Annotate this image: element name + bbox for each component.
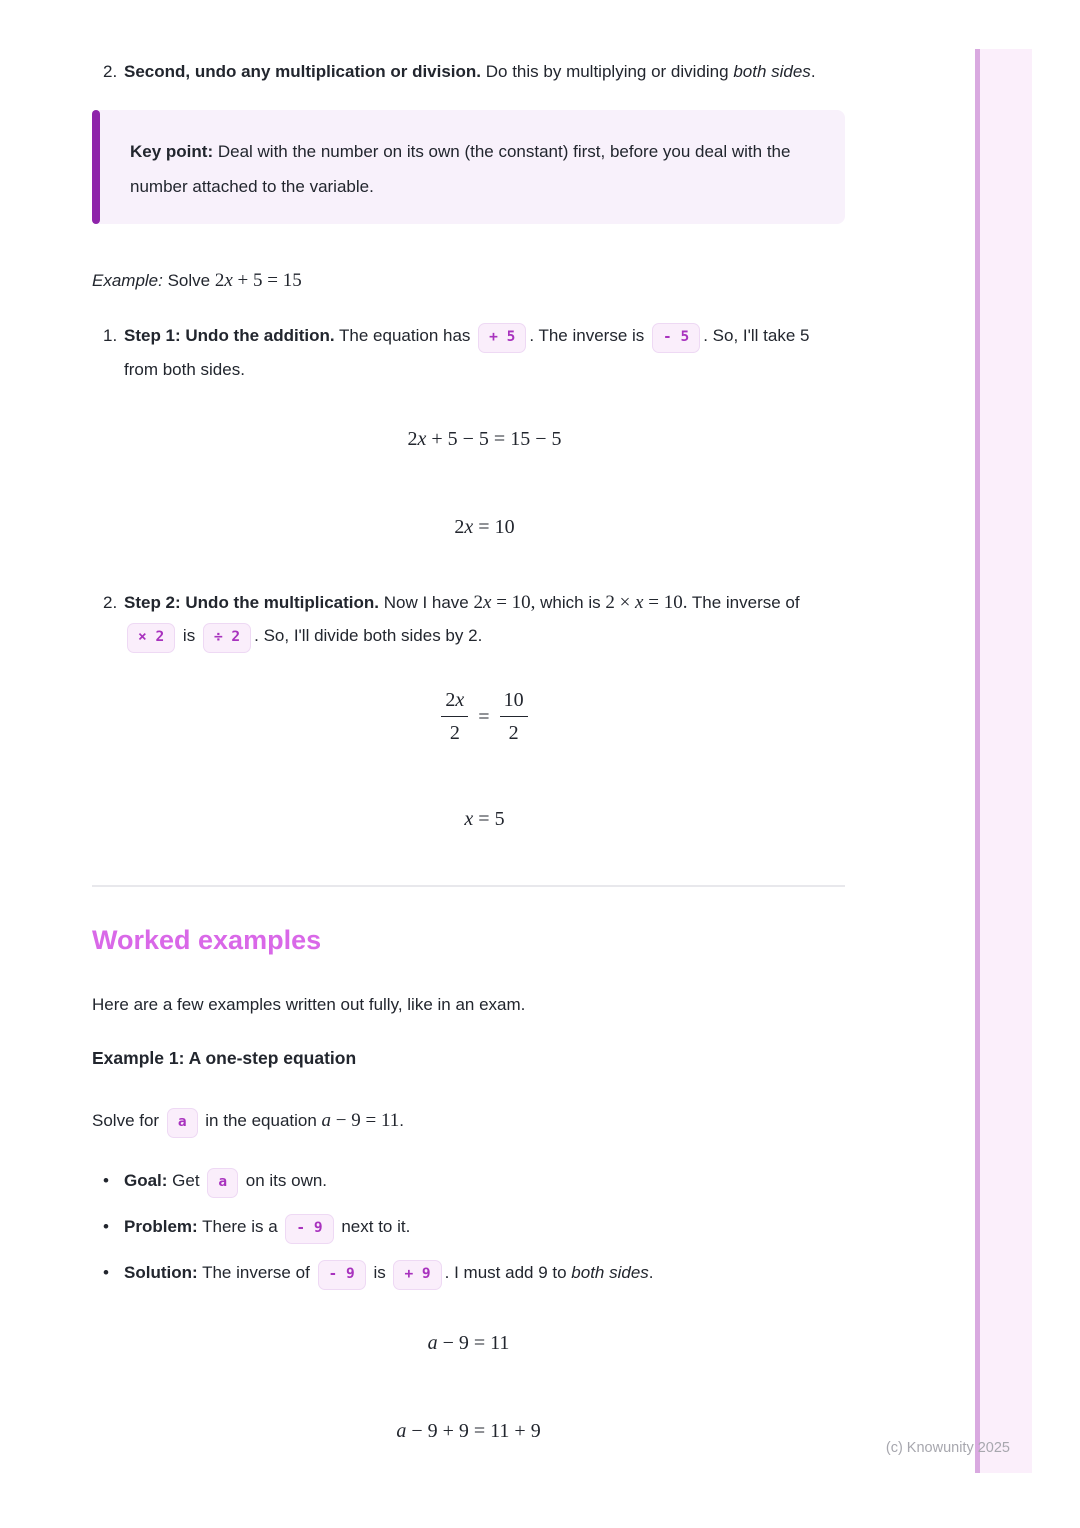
italic-text: both sides [733,62,811,81]
step-2-text [124,586,845,832]
section-divider [92,885,845,887]
text-segment: Do this by multiplying or dividing [481,62,734,81]
text-segment: . [399,1111,404,1130]
text-segment: next to it. [336,1217,411,1236]
text-segment: . The inverse is [529,326,650,345]
list-item-step-1 [92,319,845,540]
list-number: 1. [103,326,118,345]
list-number: 2. [103,62,118,81]
display-equation: x = 5 [464,808,505,830]
key-point-callout [92,110,845,224]
display-equation-fraction [124,687,845,746]
fraction-numerator: 10 [503,689,524,711]
operation-badge: - 9 [285,1214,333,1244]
worked-examples-heading: Worked examples [92,925,322,955]
bullet-label: Problem: [124,1217,198,1236]
inline-math: a − 9 = 11 [321,1110,400,1131]
callout-label: Key point: [130,142,214,161]
bullet-problem [92,1210,845,1244]
text-segment: is [368,1263,391,1282]
fraction-left [441,687,468,746]
display-equation: a − 9 = 11 [427,1332,510,1354]
copyright-footer: (c) Knowunity 2025 [885,1440,1010,1456]
operation-badge: + 5 [478,323,526,353]
operation-badge: ÷ 2 [203,623,251,653]
equals-sign: = [478,705,490,728]
example-label: Example: [92,271,163,290]
bullet-label: Goal: [124,1171,168,1190]
operation-badge: - 5 [652,323,700,353]
list-number: 2. [103,593,118,612]
text-segment: which is [535,593,606,612]
list-item-text [124,55,845,88]
bullet-marker: • [103,1263,109,1282]
step-title: Step 2: Undo the multiplication. [124,593,379,612]
worked-intro-text: Here are a few examples written out fully, like in an exam. [92,995,526,1014]
display-equation: 2x = 10 [454,516,515,538]
bullet-text [124,1256,654,1290]
fraction-right [500,687,528,746]
display-equation: 2x + 5 − 5 = 15 − 5 [407,428,562,450]
list-item-step-2 [92,586,845,832]
operation-badge: × 2 [127,623,175,653]
text-segment: . I must add 9 to [444,1263,572,1282]
fraction-denominator: 2 [441,716,468,746]
bullet-list [92,1164,845,1290]
bullet-label: Solution: [124,1263,198,1282]
inline-math: 2 × x = 10. [605,592,688,613]
bullet-solution [92,1256,845,1290]
text-segment: Now I have [379,593,474,612]
italic-text: both sides [571,1263,649,1282]
bullet-marker: • [103,1217,109,1236]
inline-math: 2x + 5 = 15 [214,270,302,291]
text-segment: There is a [197,1217,283,1236]
text-segment: . [810,62,816,81]
example-1-title: Example 1: A one-step equation [92,1048,357,1068]
text-segment: in the equation [200,1111,322,1130]
variable-badge: a [207,1168,238,1198]
bullet-text [124,1210,410,1244]
rule-bold-text: Second, undo any multiplication or division. [124,62,482,81]
text-segment: . So, I'll take 5 from both sides. [124,326,810,379]
fraction-numerator: 2x [445,689,465,711]
text-segment: Deal with the number on its own (the constant) first, before you deal with the number attached to the variable. [130,142,791,196]
operation-badge: + 9 [393,1260,441,1290]
list-item-rule-2 [92,55,845,88]
text-segment: The inverse of [687,593,800,612]
text-segment: The equation has [334,326,476,345]
text-segment: is [178,626,200,645]
text-segment: . [648,1263,654,1282]
operation-badge: - 9 [318,1260,366,1290]
solve-instruction [92,1104,845,1138]
bullet-text [124,1164,327,1198]
example-intro [92,264,845,297]
text-segment: Solve [162,271,215,290]
text-segment: on its own. [241,1171,328,1190]
fraction-denominator: 2 [500,716,528,746]
inline-math: 2x = 10, [473,592,536,613]
step-1-text [124,319,845,540]
variable-badge: a [167,1108,198,1138]
callout-accent-bar [92,110,100,224]
text-segment: Solve for [92,1111,164,1130]
bullet-marker: • [103,1171,109,1190]
text-segment: Get [167,1171,205,1190]
document-content [92,0,845,1444]
text-segment: . So, I'll divide both sides by 2. [254,626,483,645]
bullet-goal [92,1164,845,1198]
decorative-side-strip [975,49,1032,1473]
callout-text [130,134,815,204]
text-segment: The inverse of [197,1263,315,1282]
step-title: Step 1: Undo the addition. [124,326,335,345]
display-equation: a − 9 + 9 = 11 + 9 [396,1420,541,1442]
